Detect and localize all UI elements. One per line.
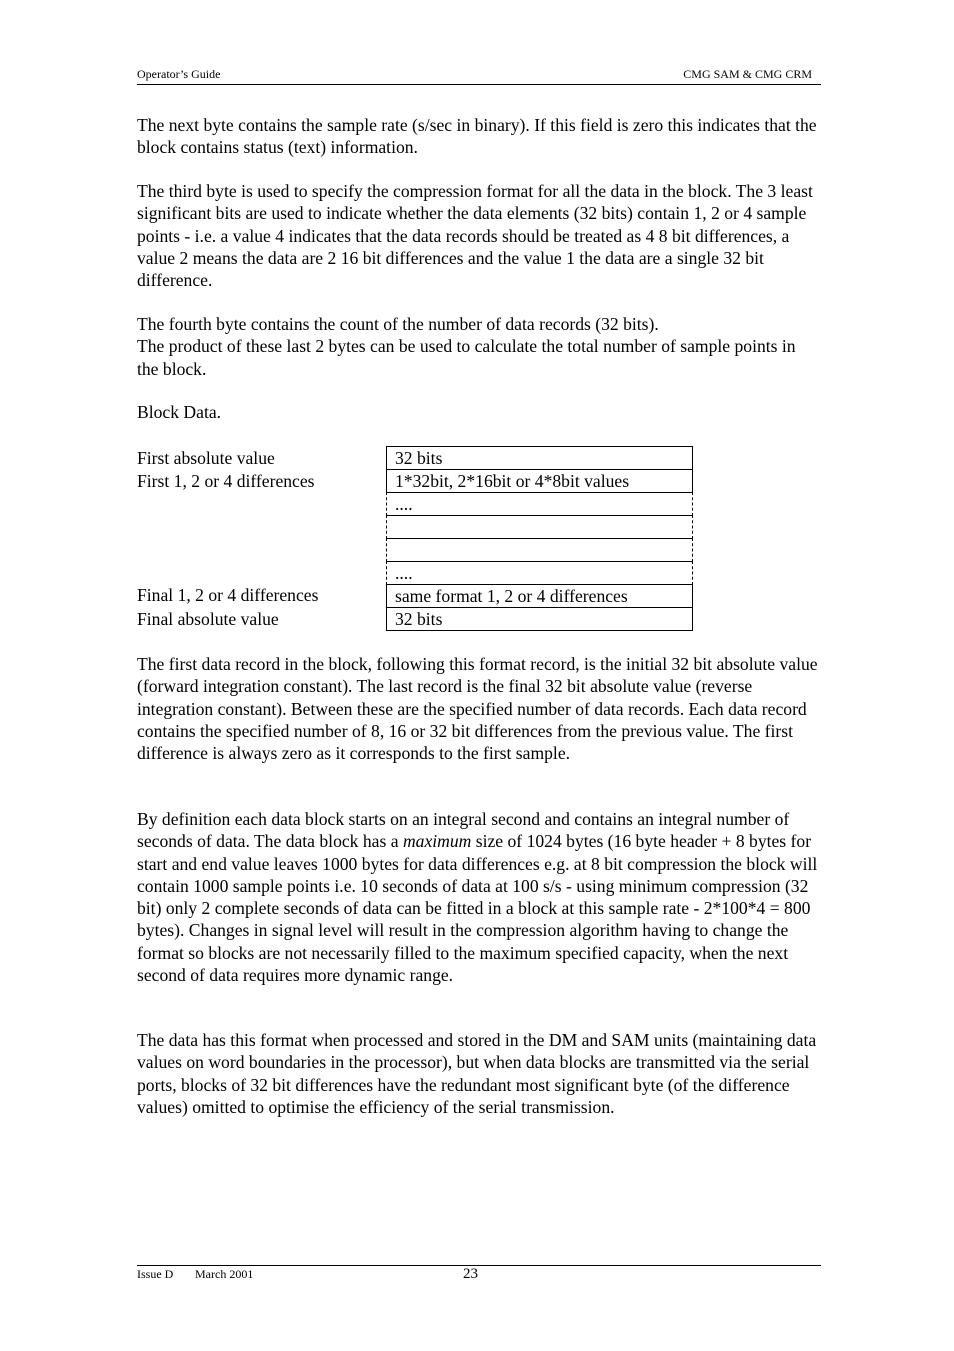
paragraph-text: The third byte is used to specify the compression format for all the data in the block. The 3 least significant bits are used to indicate whether the data elements (32 bits) contain 1, 2 or 4 sample points - i.e. a value 4 indicates that the data records should be treated as 4 8 bit differences, a value 2 means the data are 2 16 bit differences and the value 1 the data are a single 32 bit difference.	[137, 181, 813, 291]
page-number: 23	[463, 1266, 478, 1282]
label-first-absolute: First absolute value	[137, 448, 275, 468]
footer-divider	[137, 1265, 821, 1266]
footer-date: March 2001	[195, 1267, 254, 1281]
header-product: CMG SAM & CMG CRM	[683, 67, 812, 81]
text-span: By definition each data block starts on an integral second and contains an integral number of seconds of data. The data block has a	[137, 809, 790, 852]
label-final-differences: Final 1, 2 or 4 differences	[137, 585, 319, 605]
label-first-differences: First 1, 2 or 4 differences	[137, 471, 315, 491]
paragraph-first-record	[137, 653, 821, 764]
table-cell	[386, 538, 693, 562]
paragraph-text: The product of these last 2 bytes can be used to calculate the total number of sample points in the block.	[137, 336, 796, 379]
table-cell: 32 bits	[386, 446, 693, 470]
table-cell: ....	[386, 492, 693, 516]
section-heading-block-data	[137, 401, 821, 423]
paragraph-text: The fourth byte contains the count of the number of data records (32 bits).	[137, 314, 659, 334]
paragraph-serial-format	[137, 1029, 821, 1118]
label-final-absolute: Final absolute value	[137, 609, 279, 629]
table-cell: same format 1, 2 or 4 differences	[386, 584, 693, 608]
header-title: Operator’s Guide	[137, 67, 221, 81]
paragraph-text: The first data record in the block, following this format record, is the initial 32 bit absolute value (forward integration constant). The last record is the final 32 bit absolute value (reverse integration constant). Between these are the specified number of data records. Each data record contains the specified number of 8, 16 or 32 bit differences from the previous value. The first difference is always zero as it corresponds to the first sample.	[137, 654, 818, 764]
paragraph-text	[137, 808, 821, 986]
paragraph-record-count	[137, 313, 821, 380]
paragraph-definition	[137, 808, 821, 986]
header-divider	[137, 84, 821, 85]
table-cell: ....	[386, 561, 693, 585]
table-cell: 32 bits	[386, 607, 693, 631]
paragraph-text: Block Data.	[137, 402, 222, 422]
footer-issue: Issue D	[137, 1267, 174, 1281]
paragraph-text: The data has this format when processed and stored in the DM and SAM units (maintaining data values on word boundaries in the processor), but when data blocks are transmitted via the serial ports, blocks of 32 bit differences have the redundant most significant byte (of the difference values) omitted to optimise the efficiency of the serial transmission.	[137, 1030, 817, 1117]
text-span: size of 1024 bytes (16 byte header + 8 bytes for start and end value leaves 1000 bytes for data differences e.g. at 8 bit compression the block will contain 1000 sample points i.e. 10 seconds of data at 100 s/s - using minimum compression (32 bit) only 2 complete seconds of data can be fitted in a block at this sample rate - 2*100*4 = 800 bytes). Changes in signal level will result in the compression algorithm having to change the format so blocks are not necessarily filled to the maximum specified capacity, when the next second of data requires more dynamic range.	[137, 831, 818, 986]
table-cell: 1*32bit, 2*16bit or 4*8bit values	[386, 469, 693, 493]
emphasis-text: maximum	[402, 831, 472, 852]
paragraph-compression	[137, 180, 821, 291]
table-cell	[386, 515, 693, 539]
paragraph-sample-rate	[137, 114, 821, 159]
paragraph-text: The next byte contains the sample rate (s/sec in binary). If this field is zero this indicates that the block contains status (text) information.	[137, 115, 817, 158]
